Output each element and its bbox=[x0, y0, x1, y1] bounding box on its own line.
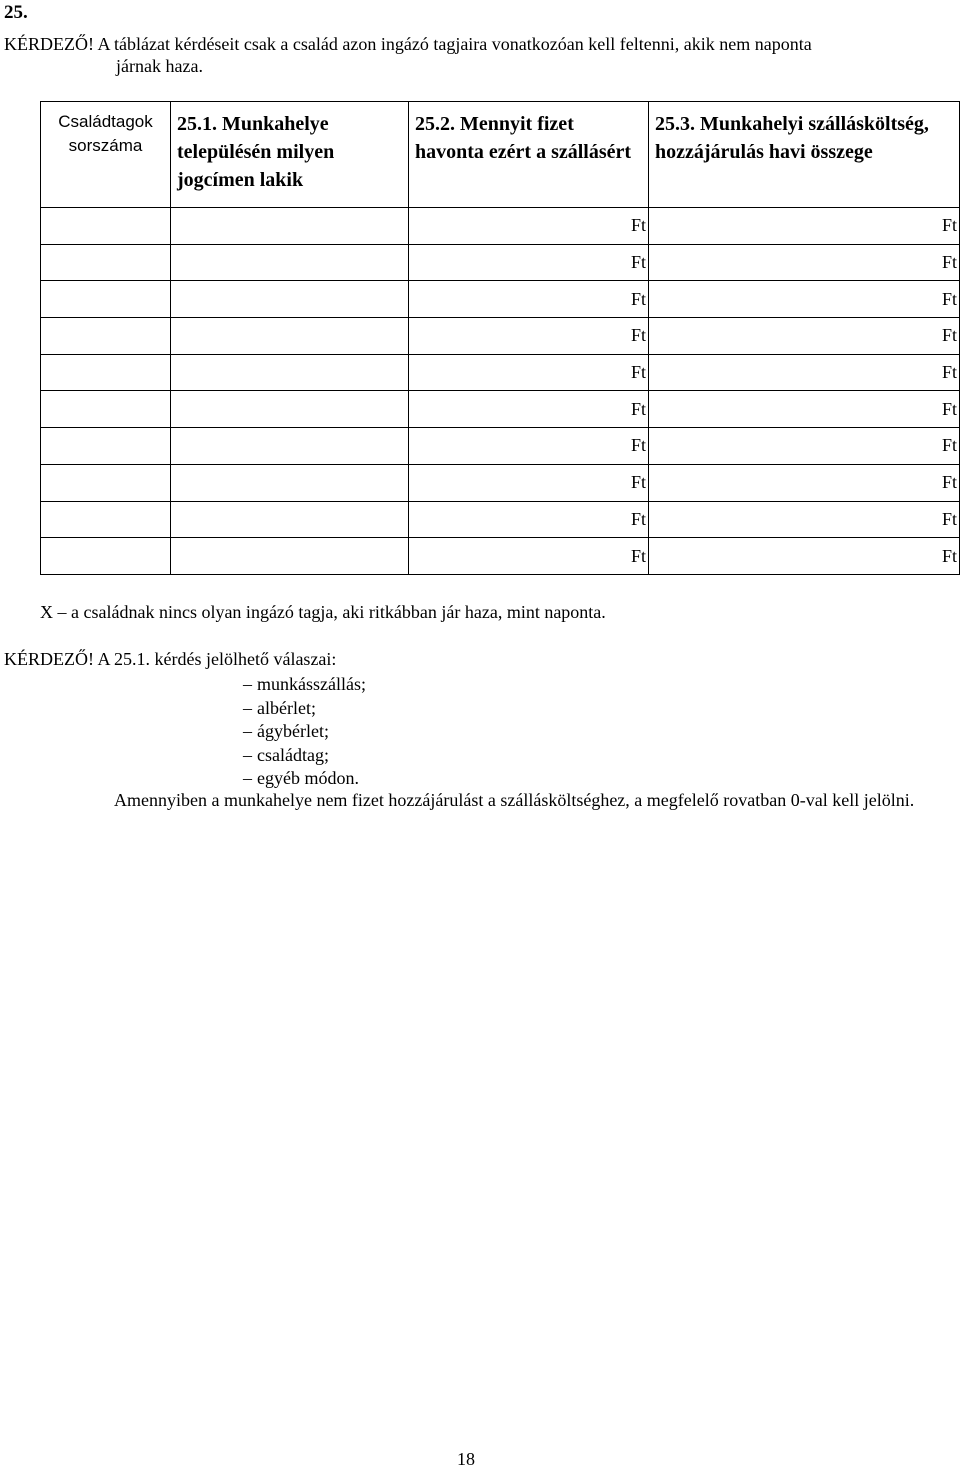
member-number-cell[interactable] bbox=[41, 428, 171, 465]
member-number-cell[interactable] bbox=[41, 354, 171, 391]
contribution-cell[interactable]: Ft bbox=[649, 354, 960, 391]
table-row bbox=[41, 501, 960, 538]
monthly-payment-cell[interactable]: Ft bbox=[409, 538, 649, 575]
table-row bbox=[41, 244, 960, 281]
instruction-line-1: KÉRDEZŐ! A táblázat kérdéseit csak a család azon ingázó tagjaira vonatkozóan kell feltenni, akik nem naponta bbox=[4, 34, 812, 54]
contribution-cell[interactable]: Ft bbox=[649, 318, 960, 355]
instruction-line-2: járnak haza. bbox=[116, 56, 203, 76]
housing-title-cell[interactable] bbox=[171, 538, 409, 575]
member-number-cell[interactable] bbox=[41, 318, 171, 355]
list-item: – albérlet; bbox=[243, 697, 366, 721]
housing-title-cell[interactable] bbox=[171, 391, 409, 428]
housing-title-cell[interactable] bbox=[171, 281, 409, 318]
member-number-cell[interactable] bbox=[41, 391, 171, 428]
member-number-cell[interactable] bbox=[41, 281, 171, 318]
housing-title-cell[interactable] bbox=[171, 318, 409, 355]
answers-intro: KÉRDEZŐ! A 25.1. kérdés jelölhető válaszai: bbox=[4, 649, 337, 669]
header-monthly-payment: 25.2. Mennyit fizet havonta ezért a szállásért bbox=[409, 102, 649, 208]
list-item: – családtag; bbox=[243, 744, 366, 768]
table-row bbox=[41, 354, 960, 391]
monthly-payment-cell[interactable]: Ft bbox=[409, 354, 649, 391]
table-row bbox=[41, 428, 960, 465]
list-item: – egyéb módon. bbox=[243, 767, 366, 791]
monthly-payment-cell[interactable]: Ft bbox=[409, 428, 649, 465]
table-row bbox=[41, 538, 960, 575]
contribution-cell[interactable]: Ft bbox=[649, 244, 960, 281]
contribution-cell[interactable]: Ft bbox=[649, 538, 960, 575]
zero-contribution-note: Amennyiben a munkahelye nem fizet hozzájárulást a szállásköltséghez, a megfelelő rovatban 0-val kell jelölni. bbox=[114, 790, 915, 810]
lodging-cost-table bbox=[40, 101, 960, 575]
monthly-payment-cell[interactable]: Ft bbox=[409, 501, 649, 538]
member-number-cell[interactable] bbox=[41, 464, 171, 501]
housing-title-cell[interactable] bbox=[171, 501, 409, 538]
question-number: 25. bbox=[4, 2, 28, 23]
contribution-cell[interactable]: Ft bbox=[649, 391, 960, 428]
monthly-payment-cell[interactable]: Ft bbox=[409, 244, 649, 281]
table-header-row bbox=[41, 102, 960, 208]
header-employer-contribution: 25.3. Munkahelyi szállásköltség, hozzájárulás havi összege bbox=[649, 102, 960, 208]
answer-options-list bbox=[243, 673, 366, 791]
monthly-payment-cell[interactable]: Ft bbox=[409, 281, 649, 318]
housing-title-cell[interactable] bbox=[171, 244, 409, 281]
header-housing-title: 25.1. Munkahelye településén milyen jogcímen lakik bbox=[171, 102, 409, 208]
table-row bbox=[41, 281, 960, 318]
housing-title-cell[interactable] bbox=[171, 428, 409, 465]
member-number-cell[interactable] bbox=[41, 208, 171, 245]
list-item: – munkásszállás; bbox=[243, 673, 366, 697]
header-family-member-number: Családtagok sorszáma bbox=[41, 102, 171, 208]
table-row bbox=[41, 464, 960, 501]
contribution-cell[interactable]: Ft bbox=[649, 281, 960, 318]
table-row bbox=[41, 391, 960, 428]
monthly-payment-cell[interactable]: Ft bbox=[409, 208, 649, 245]
table-row bbox=[41, 208, 960, 245]
page-number: 18 bbox=[457, 1449, 475, 1469]
contribution-cell[interactable]: Ft bbox=[649, 428, 960, 465]
contribution-cell[interactable]: Ft bbox=[649, 208, 960, 245]
member-number-cell[interactable] bbox=[41, 538, 171, 575]
table-row bbox=[41, 318, 960, 355]
no-commuter-note: X – a családnak nincs olyan ingázó tagja, aki ritkábban jár haza, mint naponta. bbox=[40, 602, 606, 622]
interviewer-instruction bbox=[4, 33, 954, 77]
member-number-cell[interactable] bbox=[41, 501, 171, 538]
monthly-payment-cell[interactable]: Ft bbox=[409, 464, 649, 501]
contribution-cell[interactable]: Ft bbox=[649, 501, 960, 538]
member-number-cell[interactable] bbox=[41, 244, 171, 281]
monthly-payment-cell[interactable]: Ft bbox=[409, 318, 649, 355]
list-item: – ágybérlet; bbox=[243, 720, 366, 744]
housing-title-cell[interactable] bbox=[171, 464, 409, 501]
housing-title-cell[interactable] bbox=[171, 354, 409, 391]
housing-title-cell[interactable] bbox=[171, 208, 409, 245]
monthly-payment-cell[interactable]: Ft bbox=[409, 391, 649, 428]
contribution-cell[interactable]: Ft bbox=[649, 464, 960, 501]
